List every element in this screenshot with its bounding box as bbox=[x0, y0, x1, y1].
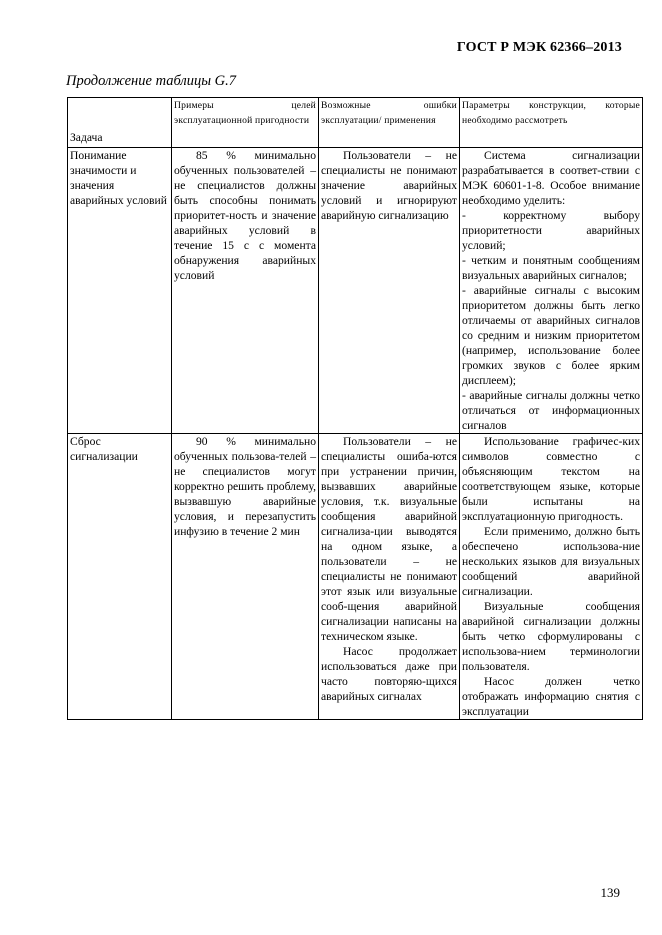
examples-cell bbox=[172, 148, 319, 434]
examples-text: 90 % минимально обученных пользова-телей – не специалистов могут корректно решить проблему, вызвавшую аварийные условия, и перезапустить инфузию в течение 2 мин bbox=[174, 435, 316, 538]
task-cell: Понимание значимости и значения аварийных условий bbox=[68, 148, 172, 434]
params-cell bbox=[460, 434, 643, 720]
params-text: Визуальные сообщения аварийной сигнализации должны быть четко сформулированы с использова-нием терминологии пользователя. bbox=[462, 600, 640, 673]
usability-table bbox=[67, 97, 643, 720]
column-header-examples: Примеры целей эксплуатационной пригодности bbox=[172, 98, 319, 148]
page-number: 139 bbox=[600, 885, 620, 900]
task-cell: Сброс сигнализации bbox=[68, 434, 172, 720]
column-header-task: Задача bbox=[68, 98, 172, 148]
params-text: Если применимо, должно быть обеспечено использова-ние нескольких языков для визуальных сообщений аварийной сигнализации. bbox=[462, 525, 640, 598]
errors-cell bbox=[319, 148, 460, 434]
params-list-item: - аварийные сигналы должны четко отличаться от информационных сигналов bbox=[462, 389, 640, 432]
column-header-params: Параметры конструкции, которые необходимо рассмотреть bbox=[460, 98, 643, 148]
errors-cell bbox=[319, 434, 460, 720]
params-text: Насос должен четко отображать информацию снятия с эксплуатации bbox=[462, 675, 640, 718]
table-row bbox=[68, 148, 643, 434]
table-header-row bbox=[68, 98, 643, 148]
params-list-item: - четким и понятным сообщениям визуальных аварийных сигналов; bbox=[462, 254, 640, 282]
column-header-errors: Возможные ошибки эксплуатации/ применения bbox=[319, 98, 460, 148]
params-list-item: - аварийные сигналы с высоким приоритетом должны быть легко отличаемы от аварийных сигналов со средним и низким приоритетом (например, использование более громких звуков с более ярким дисплеем); bbox=[462, 284, 640, 387]
params-list-item: - корректному выбору приоритетности аварийных условий; bbox=[462, 209, 640, 252]
examples-text: 85 % минимально обученных пользователей – не специалистов должны быть способны понимать приоритет-ность и значение аварийных условий в течение 15 с с момента обнаружения аварийных условий bbox=[174, 149, 316, 282]
errors-text: Пользователи – не специалисты ошиба-ются при устранении причин, вызвавших аварийные условия, т.к. визуальные сообщения аварийной сигнализа-ции выводятся на одном языке, а пользователи – не специалисты не понимают этот язык или визуальные сооб-щения аварийной сигнализации написаны на техническом языке. bbox=[321, 435, 457, 643]
examples-cell bbox=[172, 434, 319, 720]
table-row bbox=[68, 434, 643, 720]
table-continuation-caption: Продолжение таблицы G.7 bbox=[66, 73, 237, 89]
document-standard-header: ГОСТ Р МЭК 62366–2013 bbox=[456, 40, 622, 55]
params-text: Система сигнализации разрабатывается в соответ-ствии с МЭК 60601-1-8. Особое внимание необходимо уделить: bbox=[462, 149, 640, 207]
params-cell bbox=[460, 148, 643, 434]
params-text: Использование графичес-ких символов совместно с объясняющим текстом на соответствующем языке, которые были испытаны на эксплуатационную пригодность. bbox=[462, 435, 640, 523]
errors-text: Пользователи – не специалисты не понимают значение аварийных условий и игнорируют аварийную сигнализацию bbox=[321, 149, 457, 222]
errors-text: Насос продолжает использоваться даже при часто повторяю-щихся аварийных сигналах bbox=[321, 645, 457, 703]
